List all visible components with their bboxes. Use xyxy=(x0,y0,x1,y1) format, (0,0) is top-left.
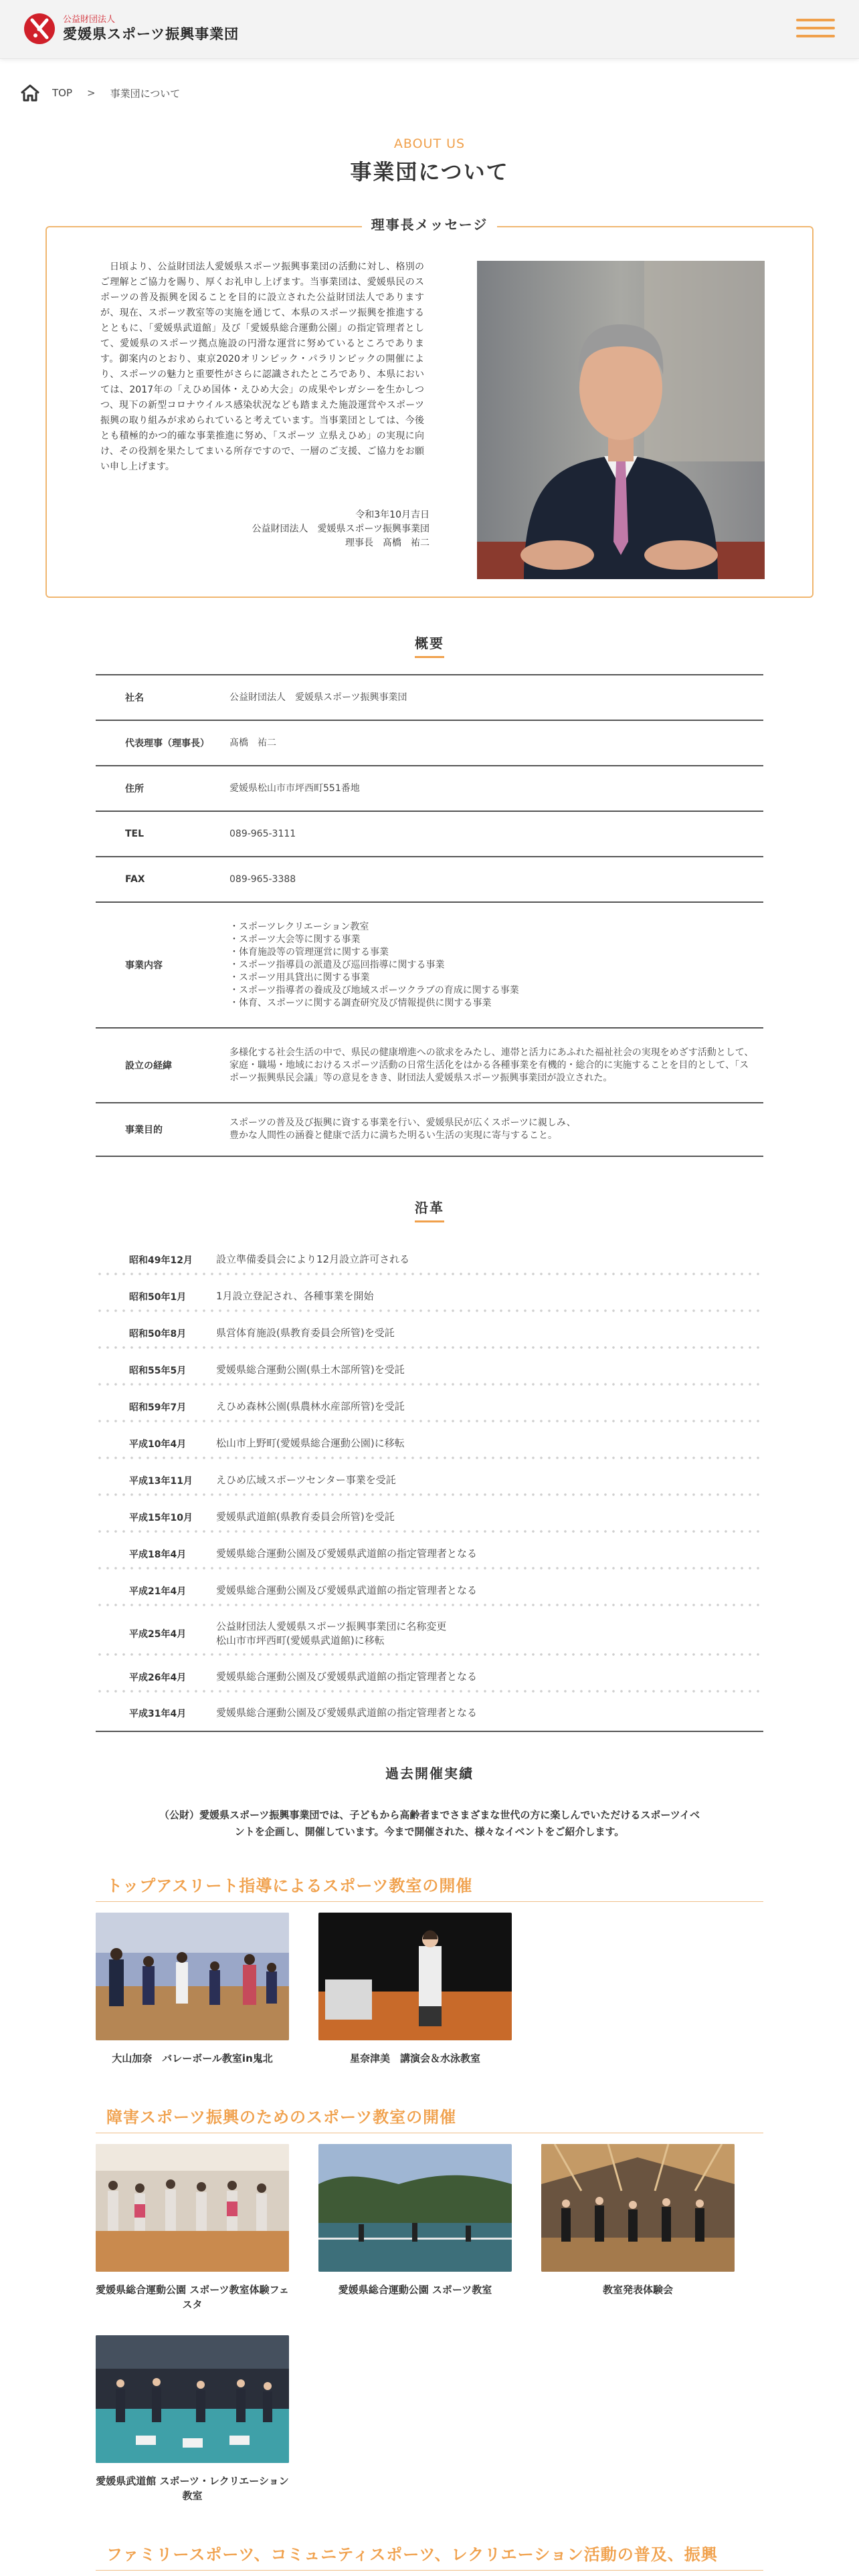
event-photo-fitness xyxy=(96,2144,289,2272)
history-row xyxy=(96,1425,763,1462)
overview-value-line: ・スポーツ指導者の養成及び地域スポーツクラブの育成に関する事業 xyxy=(229,984,519,996)
category-disability-sports: 障害スポーツ振興のためのスポーツ教室の開催 xyxy=(96,2104,763,2133)
history-date: 昭和49年12月 xyxy=(129,1255,193,1266)
event-photo-lecture xyxy=(318,1913,512,2040)
overview-value-line: 089-965-3388 xyxy=(229,873,296,885)
event-caption: 愛媛県武道館 スポーツ・レクリエーション教室 xyxy=(96,2475,289,2502)
history-event xyxy=(216,1400,763,1414)
home-icon[interactable] xyxy=(20,84,40,102)
history-event xyxy=(216,1289,763,1303)
history-date: 昭和55年5月 xyxy=(129,1365,187,1376)
history-event xyxy=(216,1620,763,1648)
logo-mark-icon xyxy=(24,13,55,44)
overview-value xyxy=(229,737,763,750)
past-events-description: （公財）愛媛県スポーツ振興事業団では、子どもから高齢者までさまざまな世代の方に楽しんでいただけるスポーツイベ ントを企画し、開催しています。今まで開催された、様々なイベントをご紹介します。 xyxy=(159,1809,700,1838)
history-event-line: 愛媛県総合運動公園及び愛媛県武道館の指定管理者となる xyxy=(216,1707,478,1719)
event-caption: 教室発表体験会 xyxy=(602,2284,673,2296)
overview-row xyxy=(96,1103,763,1157)
breadcrumb-separator: > xyxy=(87,87,96,99)
history-date: 平成15年10月 xyxy=(129,1512,193,1523)
overview-value-line: 愛媛県松山市市坪西町551番地 xyxy=(229,782,360,794)
history-event xyxy=(216,1253,763,1267)
history-row xyxy=(96,1388,763,1425)
overview-value xyxy=(229,921,763,1010)
site-header xyxy=(0,0,859,59)
breadcrumb-current: 事業団について xyxy=(110,87,181,100)
past-events-title: 過去開催実績 xyxy=(385,1765,474,1782)
event-photo-gym xyxy=(541,2144,735,2272)
overview-row xyxy=(96,675,763,721)
page-title-en: ABOUT US xyxy=(393,136,466,151)
history-event-line: 松山市上野町(愛媛県総合運動公園)に移転 xyxy=(216,1437,405,1449)
history-row xyxy=(96,1462,763,1499)
event-caption: 大山加奈 バレーボール教室in鬼北 xyxy=(112,2052,273,2064)
event-card[interactable] xyxy=(96,1913,289,2066)
overview-row xyxy=(96,721,763,766)
history-event-line: 愛媛県総合運動公園及び愛媛県武道館の指定管理者となる xyxy=(216,1584,478,1596)
message-body: 日頃より、公益財団法人愛媛県スポーツ振興事業団の活動に対し、格別のご理解とご協力を賜り、厚くお礼申し上げます。当事業団は、愛媛県民のスポーツの普及振興を図ることを目的に設立された公益財団法人でありますが、現在、スポーツ教室等の実施を通じて、本県のスポーツ振興を推進するとともに、「愛媛県武道館」及び「愛媛県総合運動公園」の指定管理者として、愛媛県のスポーツ拠点施設の円滑な運営に努めているところであります。御案内のとおり、東京2020オリンピック・パラリンピックの開催により、スポーツの魅力と重要性がさらに認識されたところであり、本県においては、2017年の「えひめ国体・えひめ大会」の成果やレガシーを生かしつつ、現下の新型コロナウイルス感染状況なども踏まえた施設運営やスポーツ振興の取り組みが求められていると考えています。当事業団としては、今後とも積極的かつ的確な事業推進に努め、「スポーツ 立県えひめ」の実現に向け、その役割を果たしてまいる所存ですので、一層のご支援、ご協力をお願い申し上げます。 xyxy=(100,261,424,472)
overview-key: 社名 xyxy=(125,693,144,704)
history-event-line: 1月設立登記され、各種事業を開始 xyxy=(216,1290,374,1302)
history-date: 昭和50年8月 xyxy=(129,1328,187,1339)
history-date: 平成31年4月 xyxy=(129,1708,187,1719)
overview-value-line: ・スポーツ指導員の派遣及び巡回指導に関する事業 xyxy=(229,959,445,970)
category-family-sports: ファミリースポーツ、コミュニティスポーツ、レクリエーション活動の普及、振興 xyxy=(96,2541,763,2571)
history-date: 平成26年4月 xyxy=(129,1672,187,1683)
site-logo[interactable] xyxy=(24,13,239,44)
history-row xyxy=(96,1609,763,1658)
history-row xyxy=(96,1315,763,1352)
hamburger-icon[interactable] xyxy=(796,19,835,40)
breadcrumb xyxy=(20,84,180,102)
event-card[interactable] xyxy=(318,1913,512,2066)
event-card[interactable] xyxy=(541,2144,735,2297)
history-event xyxy=(216,1584,763,1598)
history-event xyxy=(216,1670,763,1684)
overview-row xyxy=(96,766,763,812)
overview-value-line: ・体育、スポーツに関する調査研究及び情報提供に関する事業 xyxy=(229,997,492,1008)
history-row xyxy=(96,1278,763,1315)
overview-value-line: ・スポーツレクリエーション教室 xyxy=(229,921,369,932)
history-event xyxy=(216,1706,763,1720)
event-card[interactable] xyxy=(96,2335,289,2503)
overview-value-line: 豊かな人間性の涵養と健康で活力に満ちた明るい生活の実現に寄与すること。 xyxy=(229,1130,557,1141)
history-event-line: 愛媛県総合運動公園及び愛媛県武道館の指定管理者となる xyxy=(216,1547,478,1560)
history-event-line: 設立準備委員会により12月設立許可される xyxy=(216,1253,410,1265)
history-date: 平成21年4月 xyxy=(129,1586,187,1597)
event-caption: 愛媛県総合運動公園 スポーツ教室 xyxy=(338,2284,492,2296)
overview-key: FAX xyxy=(125,874,145,885)
history-row xyxy=(96,1572,763,1609)
history-row xyxy=(96,1658,763,1695)
history-event-line: 愛媛県総合運動公園(県土木部所管)を受託 xyxy=(216,1364,405,1376)
message-signer: 理事長 髙橋 祐二 xyxy=(345,538,430,548)
history-event xyxy=(216,1510,763,1524)
history-row xyxy=(96,1241,763,1278)
history-row xyxy=(96,1535,763,1572)
history-event-line: 公益財団法人愛媛県スポーツ振興事業団に名称変更 xyxy=(216,1620,447,1632)
event-caption: 星奈津美 講演会＆水泳教室 xyxy=(349,2052,480,2064)
page-title: 事業団について xyxy=(350,159,509,185)
overview-value xyxy=(229,1047,763,1085)
overview-key: 事業内容 xyxy=(125,960,163,971)
history-title: 沿革 xyxy=(0,1197,859,1222)
history-event-line: 県営体育施設(県教育委員会所管)を受託 xyxy=(216,1327,395,1339)
history-date: 昭和59年7月 xyxy=(129,1402,187,1413)
event-card[interactable] xyxy=(318,2144,512,2297)
message-org: 公益財団法人 愛媛県スポーツ振興事業団 xyxy=(252,524,430,534)
history-date: 平成18年4月 xyxy=(129,1549,187,1560)
overview-key: 住所 xyxy=(125,784,144,794)
overview-key: 設立の経緯 xyxy=(125,1061,172,1071)
overview-value-line: ・体育施設等の管理運営に関する事業 xyxy=(229,946,389,958)
event-photo-tennis xyxy=(318,2144,512,2272)
overview-row xyxy=(96,1029,763,1103)
history-date: 平成25年4月 xyxy=(129,1629,187,1640)
chairman-photo xyxy=(477,261,765,579)
history-table xyxy=(96,1241,763,1732)
history-event-line: 松山市市坪西町(愛媛県武道館)に移転 xyxy=(216,1634,385,1646)
overview-value xyxy=(229,691,763,704)
history-date: 昭和50年1月 xyxy=(129,1291,187,1303)
overview-key: 事業目的 xyxy=(125,1125,163,1136)
history-date: 平成13年11月 xyxy=(129,1475,193,1487)
overview-value xyxy=(229,873,763,886)
history-event-line: 愛媛県武道館(県教育委員会所管)を受託 xyxy=(216,1511,395,1523)
event-photo-budokan xyxy=(96,2335,289,2463)
overview-value xyxy=(229,828,763,841)
breadcrumb-top-link[interactable]: TOP xyxy=(52,87,73,99)
history-event-line: 愛媛県総合運動公園及び愛媛県武道館の指定管理者となる xyxy=(216,1671,478,1683)
logo-subtitle: 公益財団法人 xyxy=(63,15,116,25)
event-card[interactable] xyxy=(96,2144,289,2312)
message-date: 令和3年10月吉日 xyxy=(355,510,430,520)
overview-value-line: 089-965-3111 xyxy=(229,828,296,839)
overview-row xyxy=(96,857,763,903)
message-title: 理事長メッセージ xyxy=(0,214,859,233)
history-event xyxy=(216,1436,763,1451)
message-signature xyxy=(201,508,430,550)
history-event-line: えひめ広域スポーツセンター事業を受託 xyxy=(216,1474,396,1486)
history-row xyxy=(96,1695,763,1732)
overview-key: 代表理事（理事長） xyxy=(125,738,209,749)
overview-value xyxy=(229,782,763,795)
overview-value-line: スポーツの普及及び振興に資する事業を行い、愛媛県民が広くスポーツに親しみ、 xyxy=(229,1117,576,1128)
overview-title: 概要 xyxy=(0,633,859,658)
history-event xyxy=(216,1326,763,1340)
history-event xyxy=(216,1547,763,1561)
event-photo-volleyball xyxy=(96,1913,289,2040)
overview-table xyxy=(96,674,763,1157)
overview-key: TEL xyxy=(125,829,145,839)
history-event-line: えひめ森林公園(県農林水産部所管)を受託 xyxy=(216,1400,405,1412)
overview-row xyxy=(96,812,763,857)
overview-value xyxy=(229,1117,763,1142)
event-caption: 愛媛県総合運動公園 スポーツ教室体験フェスタ xyxy=(96,2284,289,2311)
category-top-athlete: トップアスリート指導によるスポーツ教室の開催 xyxy=(96,1872,763,1902)
logo-title: 愛媛県スポーツ振興事業団 xyxy=(63,26,240,42)
overview-value-line: ・スポーツ大会等に関する事業 xyxy=(229,934,361,945)
overview-value-line: 髙橋 祐二 xyxy=(229,737,276,748)
overview-value-line: 多様化する社会生活の中で、県民の健康増進への欲求をみたし、連帯と活力にあふれた福祉社会の実現をめざす活動として、家庭・職場・地域におけるスポーツ活動の日常生活化をはかる各種事業を有機的・総合的に実施することを目的として、「スポーツ振興県民会議」等の意見をきき、財団法人愛媛県スポーツ振興事業団が設立された。 xyxy=(229,1047,754,1083)
history-row xyxy=(96,1499,763,1535)
history-event xyxy=(216,1473,763,1487)
overview-row xyxy=(96,903,763,1029)
overview-value-line: 公益財団法人 愛媛県スポーツ振興事業団 xyxy=(229,691,407,703)
history-row xyxy=(96,1352,763,1388)
history-date: 平成10年4月 xyxy=(129,1438,187,1450)
history-event xyxy=(216,1363,763,1377)
overview-value-line: ・スポーツ用具貸出に関する事業 xyxy=(229,972,370,983)
